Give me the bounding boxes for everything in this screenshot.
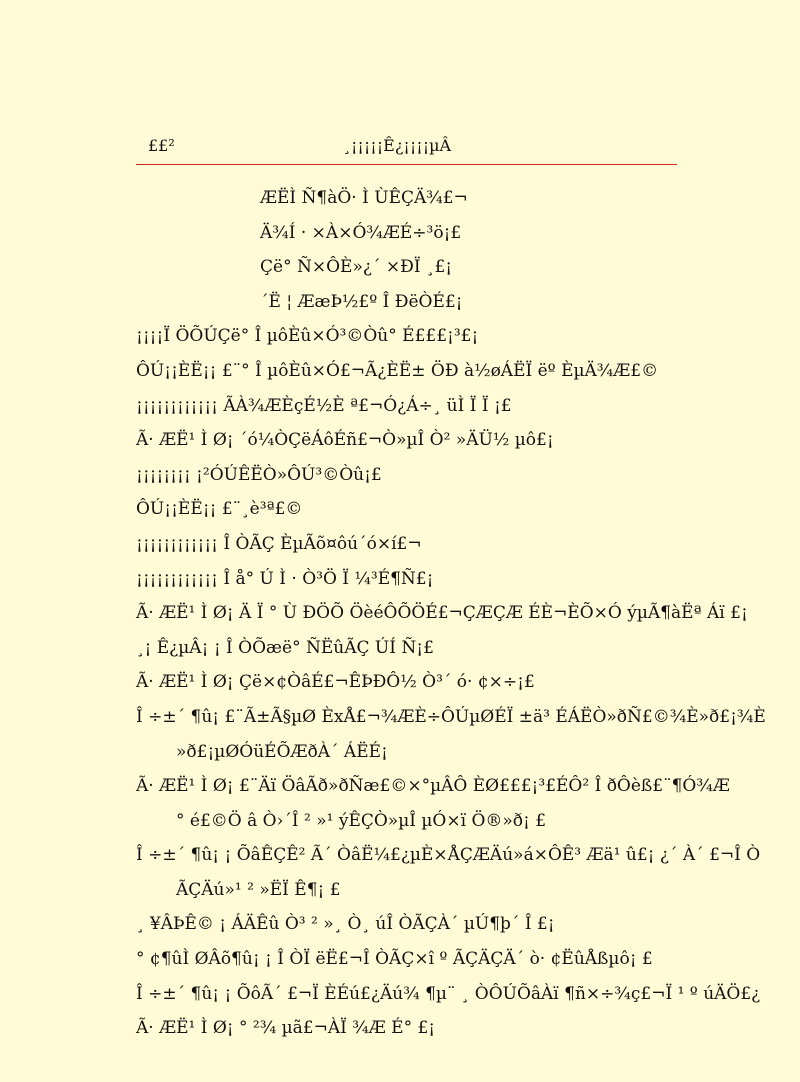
text-line: ÆËÌ Ñ¶àÖ· Ì ÙÊÇÄ¾£¬: [260, 188, 468, 208]
text-line: ¡¡¡¡¡¡¡¡¡¡¡¡ Î ÒÃÇ ÈµÃõ¤ôú´ó×í£¬: [136, 533, 422, 554]
text-line: ¡¡¡¡¡¡¡¡¡¡¡¡ Î å° Ú Ì · Ò³Ö Ï ¼³É¶Ñ£¡: [136, 568, 434, 589]
text-line: ° ¢¶ûÌ ØÂõ¶û¡ ¡ Î ÒÏ ëË£¬Î ÒÃÇ×î º ÃÇÄÇÄ´ ò· ¢ËûÅßµô¡ £: [136, 949, 653, 970]
text-line: ¡¡¡¡Ï ÖÕÚÇë° Î µôÈû×Ó³©Òû° É£££¡³£¡: [136, 326, 479, 347]
text-line: Ã· ÆË¹ Ì Ø¡ ´ó¼ÒÇëÁôÉñ£¬Ò»µÎ Ò² »ÄÜ½ µô£¡: [136, 430, 554, 451]
text-line: ¸¡ Ê¿µÂ¡ ¡ Î ÒÕæë° ÑËûÃÇ ÚÍ Ñ¡£: [136, 637, 434, 658]
text-line: ´Ë ¦ ÆæÞ½£º Î ÐëÒÉ£¡: [260, 291, 463, 312]
text-line: Ã· ÆË¹ Ì Ø¡ ° ²¾ µã£¬ÀÏ ¾Æ É° £¡: [136, 1018, 436, 1039]
text-line: Î ÷±´ ¶û¡ ¡ ÕâÊÇÊ² Ã´ ÒâË¼£¿µÈ×ÅÇÆÄú»á×ÔÊ³ Æä¹ û£¡ ¿´ À´ £¬Î Ò: [136, 845, 761, 866]
text-line: Ä¾Í · ×À×Ó¾ÆÉ÷³ö¡£: [260, 222, 462, 243]
text-line: Î ÷±´ ¶û¡ £¨Ã±Ã§µØ ÈxÅ£¬¾ÆÈ÷ÔÚµØÉÏ ±ä³ ÉÁËÒ»ðÑ£©¾È»ð£¡¾È: [136, 706, 766, 727]
text-line: »ð£¡µØÓüÉÕÆðÀ´ ÁËÉ¡: [176, 741, 388, 762]
text-line: Çë° Ñ×ÔÈ»¿´ ×ÐÏ ¸£¡: [260, 257, 453, 278]
page-number: ££²: [148, 136, 175, 155]
running-title: ¸¡¡¡¡¡Ê¿¡¡¡¡µÂ: [343, 136, 452, 155]
text-line: Ã· ÆË¹ Ì Ø¡ Ä Ï ° Ù ÐÖÕ ÖèéÔÕÖÉ£¬ÇÆÇÆ ÉÈ¬ÈÕ×Ó ýµÃ¶àËª Áï £¡: [136, 603, 748, 624]
text-line: Î ÷±´ ¶û¡ ¡ ÕôÃ´ £¬Ï ÈÉú£¿Äú¾ ¶µ¨ ¸ ÒÔÚÕâÀï ¶ñ×÷¾ç£¬Ï ¹ º úÄÖ£¿: [136, 983, 761, 1004]
text-line: ¡¡¡¡¡¡¡¡¡¡¡¡ ÃÀ¾ÆÈçÉ½È ª£¬Ó¿Á÷¸ üÌ Ï Ï ¡£: [136, 395, 512, 416]
text-line: ° é£©Ö â Ò›´Î ² »¹ ýÊÇÒ»µÎ µÓ×ï Ö®»ð¡ £: [176, 810, 547, 831]
page-header: [136, 132, 677, 165]
text-line: ÔÚ¡¡ÈË¡¡ £¨° Î µôÈû×Ó£¬Ã¿ÈË± ÖÐ à½øÁËÏ ëº ÈµÄ¾Æ£©: [136, 360, 659, 381]
text-line: ¸ ¥ÂÞÊ© ¡ ÁÄÊû Ò³ ² »¸ Ò¸ úÎ ÒÃÇÀ´ µÚ¶þ´ Î £¡: [136, 914, 555, 935]
text-line: ÃÇÄú»¹ ² »ËÏ Ê¶¡ £: [176, 879, 341, 900]
page-body: [136, 181, 766, 1046]
text-line: ÔÚ¡¡ÈË¡¡ £¨¸è³ª£©: [136, 499, 303, 520]
text-line: Ã· ÆË¹ Ì Ø¡ Çë×¢ÒâÉ£¬ÊÞÐÔ½ Ò³´ ó· ¢×÷¡£: [136, 672, 535, 693]
text-line: Ã· ÆË¹ Ì Ø¡ £¨Äï ÖâÃð»ðÑæ£©×°µÂÔ ÈØ£££¡³£ÉÔ² Î ðÔèß£¨¶Ó¾Æ: [136, 776, 730, 797]
text-line: ¡¡¡¡¡¡¡¡ ¡²ÓÚÊËÒ»ÔÚ³©Òû¡£: [136, 464, 382, 485]
